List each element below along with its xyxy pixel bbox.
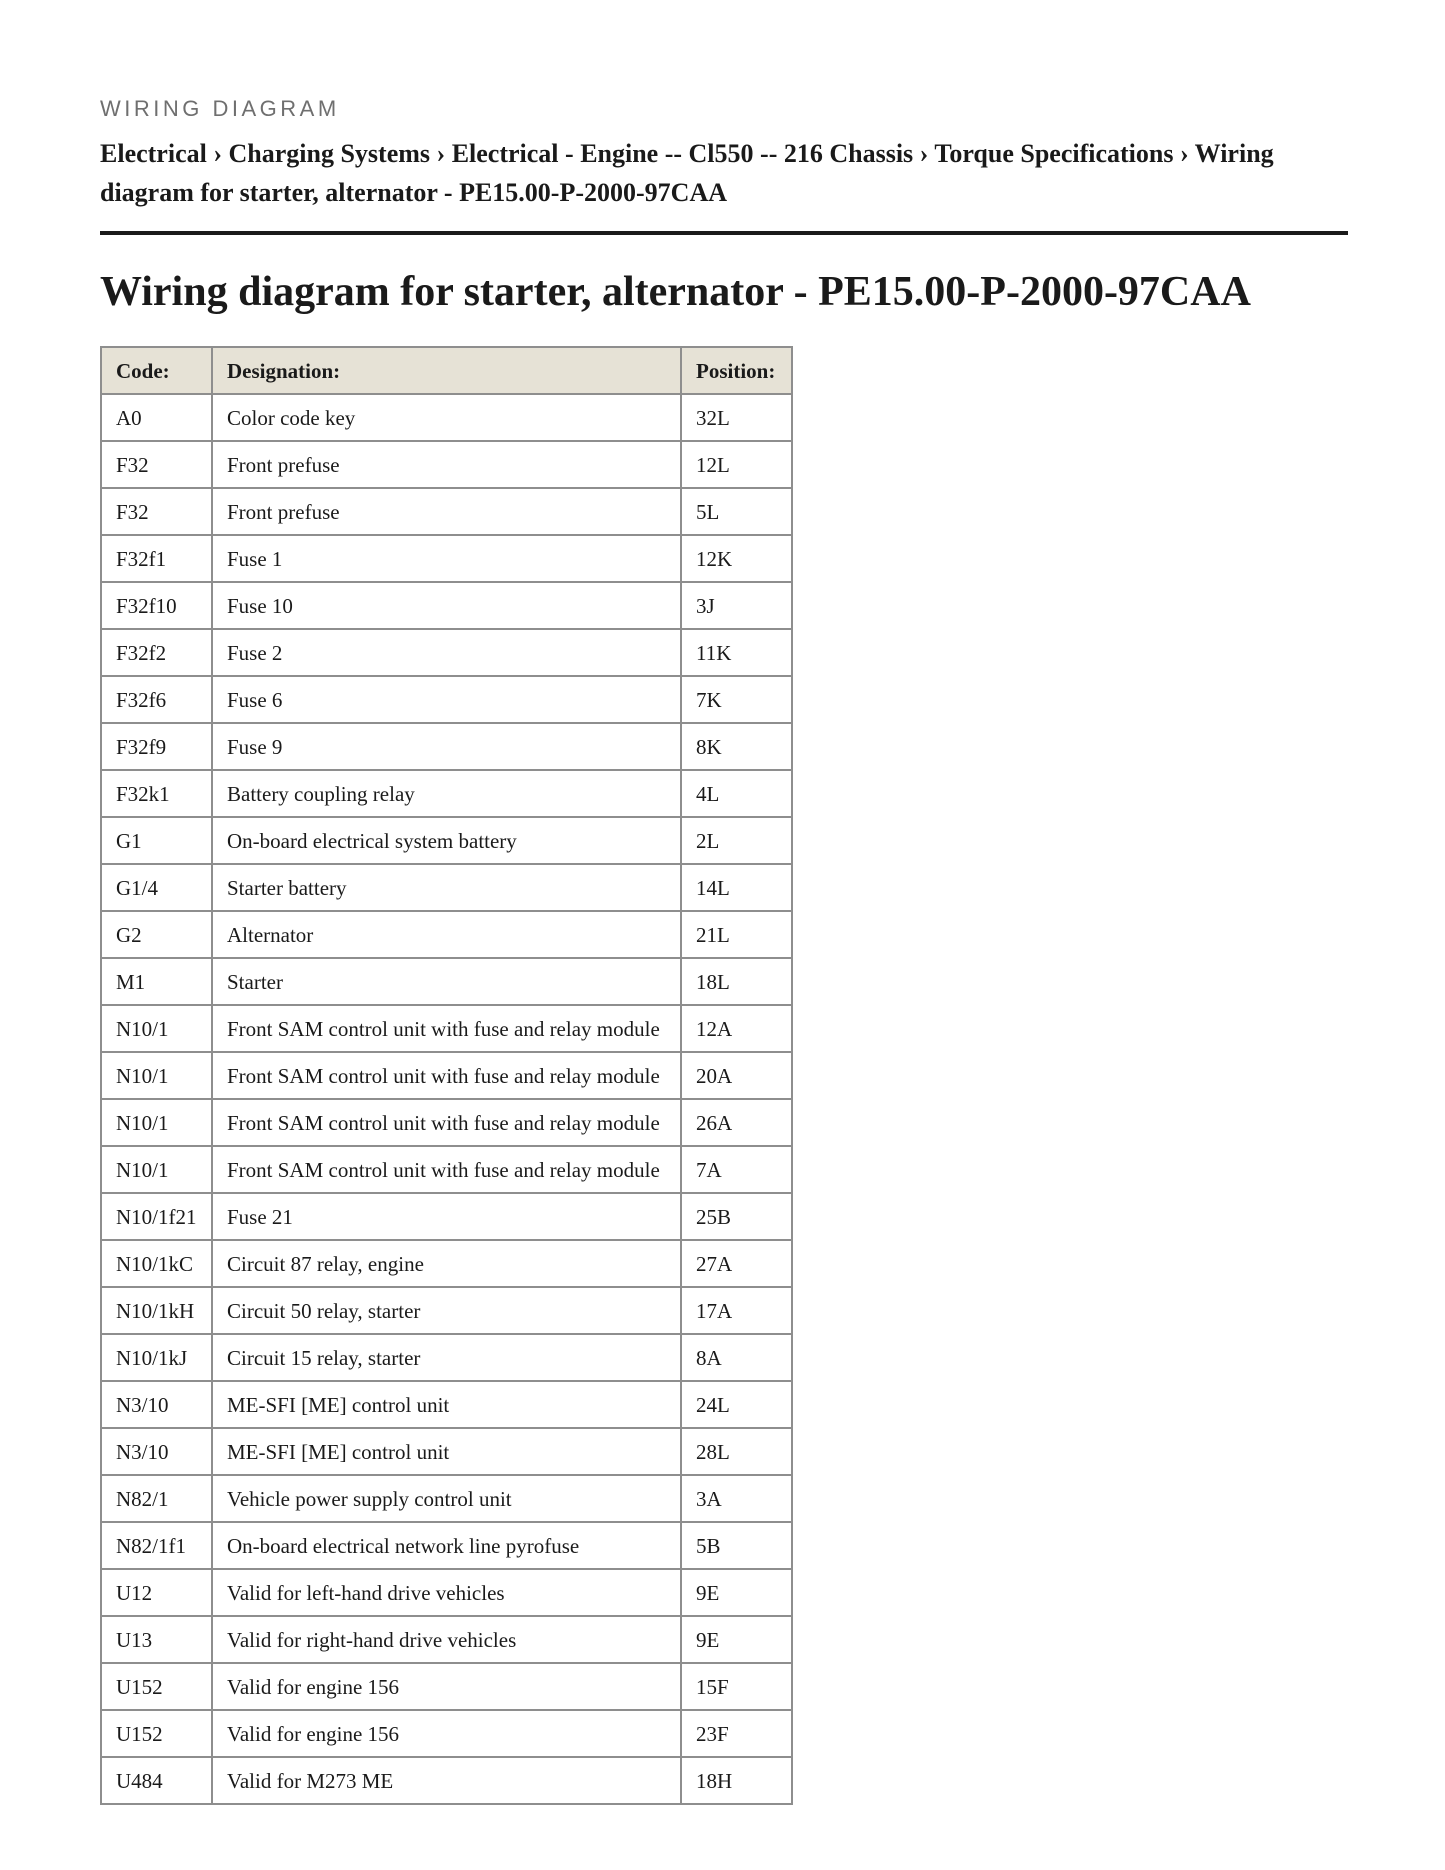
cell-code: U152 <box>101 1663 212 1710</box>
cell-code: F32f2 <box>101 629 212 676</box>
breadcrumb-item-current: Wiring diagram for starter, alternator - PE15.00-P-2000-97CAA <box>100 139 1274 207</box>
cell-designation: Circuit 50 relay, starter <box>212 1287 681 1334</box>
cell-position: 28L <box>681 1428 792 1475</box>
component-table <box>100 346 793 1805</box>
cell-position: 9E <box>681 1569 792 1616</box>
cell-position: 20A <box>681 1052 792 1099</box>
column-header-designation: Designation: <box>212 347 681 394</box>
cell-position: 21L <box>681 911 792 958</box>
cell-designation: Fuse 10 <box>212 582 681 629</box>
cell-code: U484 <box>101 1757 212 1804</box>
cell-code: N10/1f21 <box>101 1193 212 1240</box>
cell-designation: Circuit 87 relay, engine <box>212 1240 681 1287</box>
cell-position: 12A <box>681 1005 792 1052</box>
cell-designation: Valid for engine 156 <box>212 1663 681 1710</box>
table-row <box>101 1005 792 1052</box>
breadcrumb-separator: › <box>213 139 229 168</box>
table-row <box>101 958 792 1005</box>
cell-code: N3/10 <box>101 1381 212 1428</box>
table-row <box>101 1052 792 1099</box>
cell-code: G1/4 <box>101 864 212 911</box>
cell-code: F32f1 <box>101 535 212 582</box>
cell-code: N10/1 <box>101 1052 212 1099</box>
cell-designation: Fuse 9 <box>212 723 681 770</box>
cell-code: F32f10 <box>101 582 212 629</box>
cell-designation: Battery coupling relay <box>212 770 681 817</box>
table-row <box>101 723 792 770</box>
cell-code: N82/1f1 <box>101 1522 212 1569</box>
table-row <box>101 535 792 582</box>
cell-designation: Valid for left-hand drive vehicles <box>212 1569 681 1616</box>
table-row <box>101 441 792 488</box>
cell-position: 5B <box>681 1522 792 1569</box>
table-row <box>101 1193 792 1240</box>
breadcrumb-separator: › <box>1179 139 1195 168</box>
table-row <box>101 911 792 958</box>
cell-designation: Fuse 1 <box>212 535 681 582</box>
cell-code: F32k1 <box>101 770 212 817</box>
table-row <box>101 1334 792 1381</box>
cell-position: 27A <box>681 1240 792 1287</box>
cell-code: G2 <box>101 911 212 958</box>
cell-designation: Front SAM control unit with fuse and relay module <box>212 1146 681 1193</box>
table-row <box>101 1475 792 1522</box>
cell-code: G1 <box>101 817 212 864</box>
table-row <box>101 1757 792 1804</box>
document-page <box>100 0 1348 1805</box>
cell-designation: Valid for M273 ME <box>212 1757 681 1804</box>
section-kicker: WIRING DIAGRAM <box>100 96 340 121</box>
cell-designation: ME-SFI [ME] control unit <box>212 1381 681 1428</box>
cell-code: N10/1 <box>101 1146 212 1193</box>
breadcrumb-separator: › <box>436 139 452 168</box>
table-row <box>101 1428 792 1475</box>
breadcrumb-item[interactable]: Electrical <box>100 139 207 168</box>
cell-code: N3/10 <box>101 1428 212 1475</box>
cell-designation: Front prefuse <box>212 488 681 535</box>
cell-code: N10/1kH <box>101 1287 212 1334</box>
page-title: Wiring diagram for starter, alternator - PE15.00-P-2000-97CAA <box>100 269 1251 315</box>
cell-designation: Starter battery <box>212 864 681 911</box>
cell-designation: Front prefuse <box>212 441 681 488</box>
cell-code: M1 <box>101 958 212 1005</box>
cell-position: 15F <box>681 1663 792 1710</box>
cell-position: 7A <box>681 1146 792 1193</box>
cell-designation: Alternator <box>212 911 681 958</box>
cell-position: 32L <box>681 394 792 441</box>
breadcrumb <box>100 134 1348 235</box>
cell-code: F32 <box>101 488 212 535</box>
cell-code: A0 <box>101 394 212 441</box>
table-row <box>101 1710 792 1757</box>
cell-code: U152 <box>101 1710 212 1757</box>
cell-position: 23F <box>681 1710 792 1757</box>
column-header-code: Code: <box>101 347 212 394</box>
cell-position: 8K <box>681 723 792 770</box>
cell-code: F32 <box>101 441 212 488</box>
table-row <box>101 1569 792 1616</box>
table-row <box>101 1099 792 1146</box>
cell-designation: Color code key <box>212 394 681 441</box>
cell-position: 8A <box>681 1334 792 1381</box>
cell-position: 18H <box>681 1757 792 1804</box>
cell-designation: Fuse 2 <box>212 629 681 676</box>
table-row <box>101 1616 792 1663</box>
cell-code: U12 <box>101 1569 212 1616</box>
table-row <box>101 676 792 723</box>
cell-designation: Vehicle power supply control unit <box>212 1475 681 1522</box>
table-row <box>101 1240 792 1287</box>
cell-position: 12L <box>681 441 792 488</box>
table-body <box>101 394 792 1804</box>
cell-position: 11K <box>681 629 792 676</box>
cell-code: N82/1 <box>101 1475 212 1522</box>
table-row <box>101 488 792 535</box>
cell-designation: On-board electrical network line pyrofuse <box>212 1522 681 1569</box>
cell-position: 9E <box>681 1616 792 1663</box>
cell-code: U13 <box>101 1616 212 1663</box>
cell-code: F32f6 <box>101 676 212 723</box>
cell-code: N10/1 <box>101 1099 212 1146</box>
table-row <box>101 582 792 629</box>
cell-position: 3A <box>681 1475 792 1522</box>
cell-designation: ME-SFI [ME] control unit <box>212 1428 681 1475</box>
cell-designation: Front SAM control unit with fuse and relay module <box>212 1005 681 1052</box>
cell-designation: Fuse 6 <box>212 676 681 723</box>
cell-position: 5L <box>681 488 792 535</box>
cell-position: 24L <box>681 1381 792 1428</box>
cell-code: N10/1 <box>101 1005 212 1052</box>
cell-designation: Front SAM control unit with fuse and relay module <box>212 1052 681 1099</box>
table-row <box>101 394 792 441</box>
breadcrumb-item[interactable]: Charging Systems <box>228 139 431 168</box>
table-row <box>101 864 792 911</box>
table-row <box>101 1146 792 1193</box>
cell-code: N10/1kJ <box>101 1334 212 1381</box>
cell-position: 18L <box>681 958 792 1005</box>
cell-position: 17A <box>681 1287 792 1334</box>
cell-position: 7K <box>681 676 792 723</box>
cell-position: 25B <box>681 1193 792 1240</box>
table-row <box>101 817 792 864</box>
cell-position: 12K <box>681 535 792 582</box>
cell-designation: Fuse 21 <box>212 1193 681 1240</box>
breadcrumb-item[interactable]: Electrical - Engine -- Cl550 -- 216 Chassis <box>451 139 914 168</box>
cell-position: 14L <box>681 864 792 911</box>
breadcrumb-separator: › <box>919 139 935 168</box>
cell-code: F32f9 <box>101 723 212 770</box>
table-row <box>101 770 792 817</box>
cell-designation: Starter <box>212 958 681 1005</box>
column-header-position: Position: <box>681 347 792 394</box>
cell-designation: On-board electrical system battery <box>212 817 681 864</box>
table-row <box>101 1663 792 1710</box>
cell-designation: Valid for engine 156 <box>212 1710 681 1757</box>
table-header-row <box>101 347 792 394</box>
table-row <box>101 1522 792 1569</box>
cell-designation: Circuit 15 relay, starter <box>212 1334 681 1381</box>
cell-position: 4L <box>681 770 792 817</box>
cell-code: N10/1kC <box>101 1240 212 1287</box>
cell-position: 26A <box>681 1099 792 1146</box>
cell-designation: Valid for right-hand drive vehicles <box>212 1616 681 1663</box>
table-row <box>101 1287 792 1334</box>
table-row <box>101 629 792 676</box>
table-row <box>101 1381 792 1428</box>
cell-designation: Front SAM control unit with fuse and relay module <box>212 1099 681 1146</box>
cell-position: 3J <box>681 582 792 629</box>
cell-position: 2L <box>681 817 792 864</box>
breadcrumb-item[interactable]: Torque Specifications <box>934 139 1174 168</box>
